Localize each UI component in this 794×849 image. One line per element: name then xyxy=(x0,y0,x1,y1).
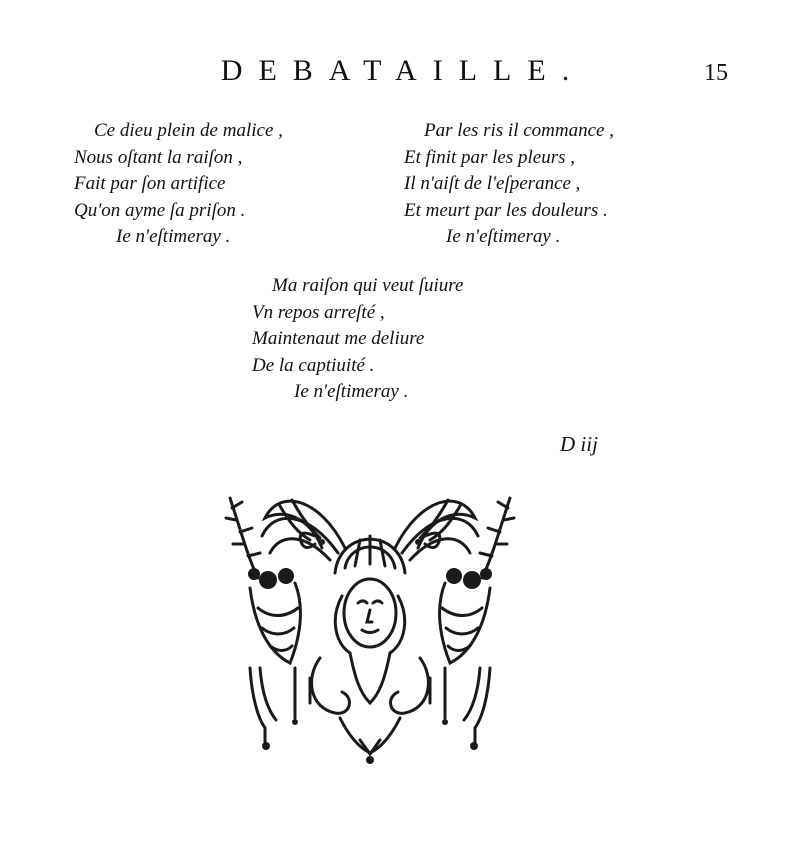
woodcut-ornament xyxy=(210,478,530,778)
verse-line: Maintenaut me deliure xyxy=(252,328,425,349)
verse-line: Nous oſtant la raiſon , xyxy=(74,146,243,168)
verse-line: Fait par ſon artifice xyxy=(74,173,226,194)
verse-line: Vn repos arreſté , xyxy=(252,301,385,323)
verse-line: Qu'on ayme ſa priſon . xyxy=(74,199,246,221)
page-number: 15 xyxy=(704,60,728,86)
refrain-line: Ie n'eſtimeray . xyxy=(116,226,231,247)
stanza-center xyxy=(252,273,463,406)
stanza-right xyxy=(404,118,614,251)
verse-line: Ma raiſon qui veut ſuiure xyxy=(272,275,464,296)
refrain-line: Ie n'eſtimeray . xyxy=(294,381,409,402)
verse-line: Par les ris il commance , xyxy=(424,120,614,141)
verse-line: Il n'aiſt de l'eſperance , xyxy=(404,173,581,194)
verse-line: Et finit par les pleurs , xyxy=(404,146,575,168)
woodcut-mask-cornucopia-ornament-icon xyxy=(210,478,530,778)
stanza-left xyxy=(74,118,283,251)
verse-line: De la captiuité . xyxy=(252,354,375,376)
signature-mark: D iij xyxy=(560,432,598,456)
running-title: DEBATAILLE. xyxy=(220,54,586,87)
refrain-line: Ie n'eſtimeray . xyxy=(446,226,561,247)
verse-line: Et meurt par les douleurs . xyxy=(404,199,608,221)
verse-line: Ce dieu plein de malice , xyxy=(94,120,283,141)
